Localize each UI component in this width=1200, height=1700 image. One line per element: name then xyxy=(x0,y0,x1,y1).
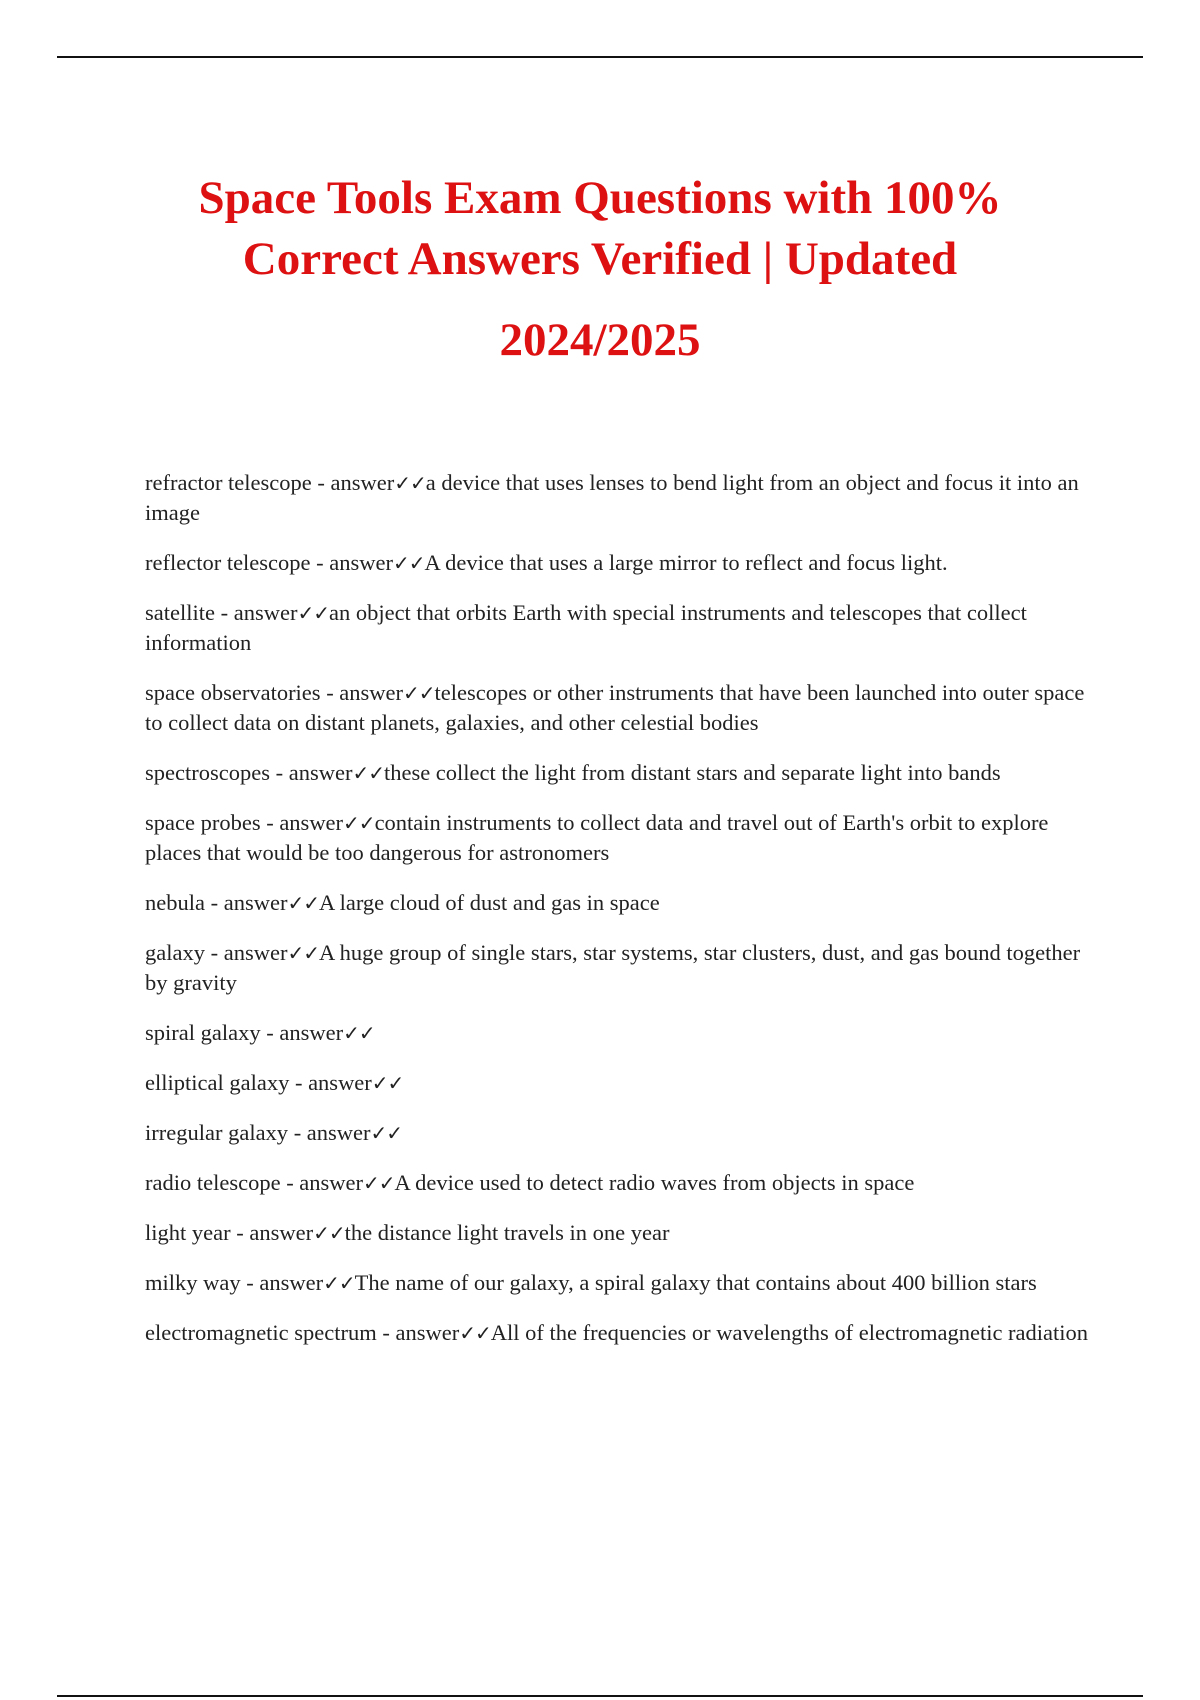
qa-item xyxy=(145,678,1090,738)
qa-separator: - answer xyxy=(288,1120,371,1145)
check-marks-icon: ✓✓ xyxy=(343,1021,375,1045)
qa-definition: A device used to detect radio waves from objects in space xyxy=(394,1170,915,1195)
qa-item xyxy=(145,1318,1090,1348)
qa-term: refractor telescope xyxy=(145,470,312,495)
qa-item xyxy=(145,1018,1090,1048)
qa-term: space probes xyxy=(145,810,261,835)
check-marks-icon: ✓✓ xyxy=(371,1071,404,1095)
qa-definition: a device that uses lenses to bend light from an object and focus it into an image xyxy=(145,470,1085,525)
qa-term: space observatories xyxy=(145,680,321,705)
qa-term: light year xyxy=(145,1220,231,1245)
qa-term: electromagnetic spectrum xyxy=(145,1320,377,1345)
qa-definition: All of the frequencies or wavelengths of electromagnetic radiation xyxy=(490,1320,1089,1345)
check-marks-icon: ✓✓ xyxy=(313,1221,345,1245)
qa-item xyxy=(145,808,1090,868)
qa-definition: contain instruments to collect data and travel out of Earth's orbit to explore places that would be too dangerous for astronomers xyxy=(145,810,1055,865)
check-marks-icon: ✓✓ xyxy=(343,811,375,835)
qa-separator: - answer xyxy=(204,940,288,965)
question-answer-list xyxy=(145,468,1090,1368)
check-marks-icon: ✓✓ xyxy=(287,891,319,915)
title-line-1: Space Tools Exam Questions with 100% xyxy=(198,172,1002,224)
check-marks-icon: ✓✓ xyxy=(323,1271,355,1295)
title-line-3: 2024/2025 xyxy=(499,314,701,366)
qa-term: nebula xyxy=(145,890,205,915)
qa-separator: - answer xyxy=(289,1070,372,1095)
qa-term: radio telescope xyxy=(145,1170,281,1195)
qa-separator: - answer xyxy=(310,550,393,575)
qa-separator: - answer xyxy=(240,1270,324,1295)
qa-separator: - answer xyxy=(311,470,395,495)
qa-separator: - answer xyxy=(320,680,404,705)
qa-definition: telescopes or other instruments that have been launched into outer space to collect data on distant planets, galaxies, and other celestial bodies xyxy=(145,680,1090,735)
qa-term: milky way xyxy=(145,1270,241,1295)
check-marks-icon: ✓✓ xyxy=(394,471,426,495)
qa-item xyxy=(145,938,1090,998)
qa-term: reflector telescope xyxy=(145,550,311,575)
qa-separator: - answer xyxy=(260,1020,344,1045)
qa-separator: - answer xyxy=(230,1220,314,1245)
qa-term: elliptical galaxy xyxy=(145,1070,290,1095)
qa-separator: - answer xyxy=(260,810,344,835)
check-marks-icon: ✓✓ xyxy=(370,1121,403,1145)
check-marks-icon: ✓✓ xyxy=(459,1321,491,1345)
qa-item xyxy=(145,758,1090,788)
check-marks-icon: ✓✓ xyxy=(287,941,319,965)
qa-term: satellite xyxy=(145,600,215,625)
qa-definition: A device that uses a large mirror to reflect and focus light. xyxy=(424,550,948,575)
qa-term: irregular galaxy xyxy=(145,1120,289,1145)
qa-definition: A huge group of single stars, star systems, star clusters, dust, and gas bound together by gravity xyxy=(145,940,1086,995)
qa-item xyxy=(145,1168,1090,1198)
qa-term: galaxy xyxy=(145,940,205,965)
qa-item xyxy=(145,1118,1090,1148)
qa-separator: - answer xyxy=(204,890,288,915)
qa-item xyxy=(145,468,1090,528)
qa-item xyxy=(145,888,1090,918)
check-marks-icon: ✓✓ xyxy=(403,681,435,705)
title-line-2: Correct Answers Verified | Updated xyxy=(242,233,958,285)
check-marks-icon: ✓✓ xyxy=(297,601,329,625)
bottom-rule xyxy=(57,1695,1143,1697)
check-marks-icon: ✓✓ xyxy=(393,551,425,575)
qa-separator: - answer xyxy=(269,760,353,785)
qa-separator: - answer xyxy=(280,1170,364,1195)
check-marks-icon: ✓✓ xyxy=(363,1171,395,1195)
qa-definition: A large cloud of dust and gas in space xyxy=(318,890,660,915)
qa-item xyxy=(145,598,1090,658)
qa-separator: - answer xyxy=(376,1320,460,1345)
document-title xyxy=(100,168,1100,371)
qa-definition: the distance light travels in one year xyxy=(344,1220,670,1245)
qa-item xyxy=(145,1268,1090,1298)
qa-term: spectroscopes xyxy=(145,760,270,785)
top-rule xyxy=(57,56,1143,58)
qa-term: spiral galaxy xyxy=(145,1020,261,1045)
qa-item xyxy=(145,1218,1090,1248)
qa-item xyxy=(145,548,1090,578)
qa-item xyxy=(145,1068,1090,1098)
qa-definition: these collect the light from distant stars and separate light into bands xyxy=(383,760,1001,785)
check-marks-icon: ✓✓ xyxy=(352,761,384,785)
qa-definition: The name of our galaxy, a spiral galaxy that contains about 400 billion stars xyxy=(354,1270,1037,1295)
qa-separator: - answer xyxy=(214,600,298,625)
qa-definition: an object that orbits Earth with special instruments and telescopes that collect information xyxy=(145,600,1033,655)
